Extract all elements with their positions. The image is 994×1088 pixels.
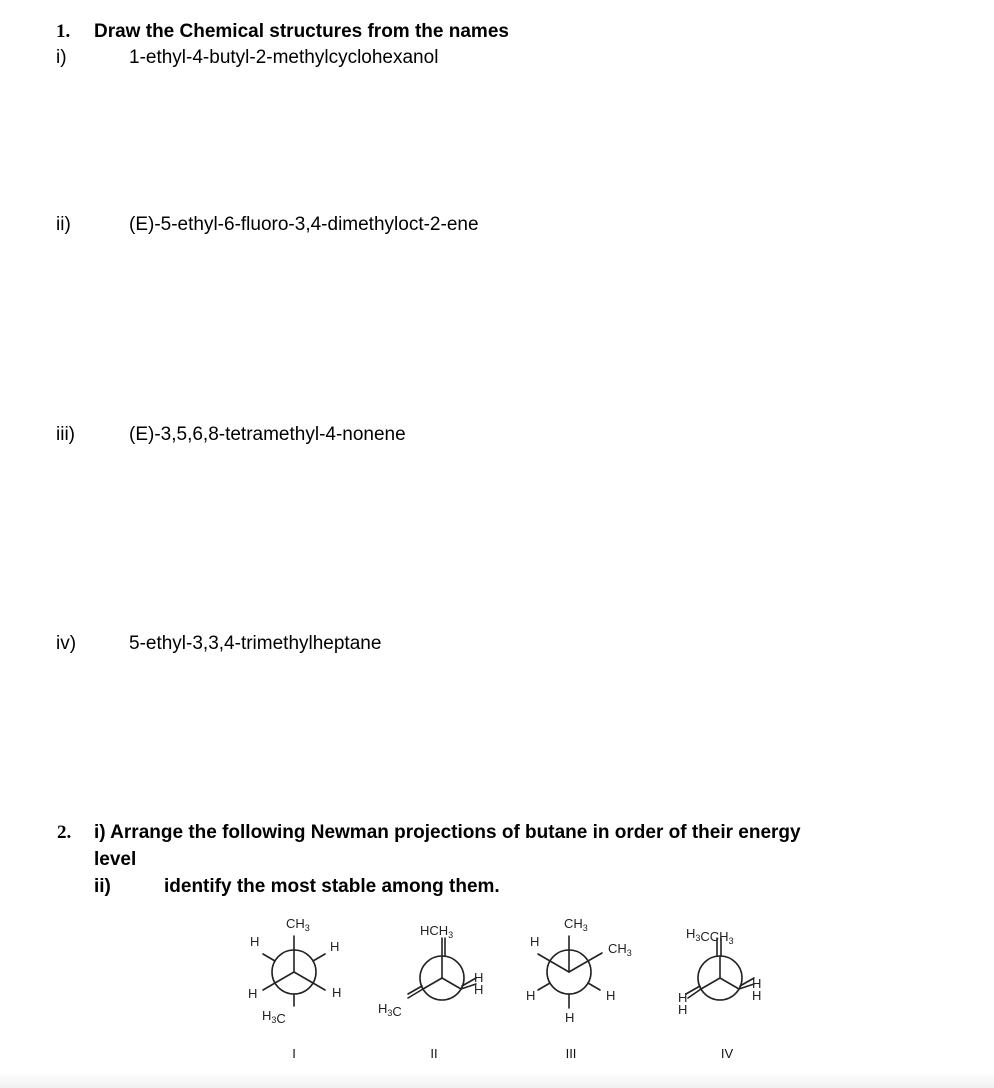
newman-II-label-left: $H_3C$ <box>378 1001 402 1019</box>
question-2-number: 2. <box>57 822 72 843</box>
item-iv-name: 5-ethyl-3,3,4-trimethylheptane <box>129 633 382 654</box>
newman-III-roman: III <box>565 1046 577 1061</box>
newman-III-label-upper-right: $CH_3$ <box>608 941 632 958</box>
question-1-title: Draw the Chemical structures from the names <box>94 21 509 42</box>
newman-I-roman: I <box>292 1046 296 1061</box>
newman-projection-IV <box>686 938 754 1000</box>
newman-III-label-upper-left: H <box>530 934 540 949</box>
question-2-line-2: level <box>94 849 137 870</box>
newman-III-label-lower-left: H <box>526 988 536 1003</box>
newman-III-label-top: $CH_3$ <box>564 916 588 933</box>
newman-IV-label-right-lower: H <box>752 988 762 1003</box>
item-ii-name: (E)-5-ethyl-6-fluoro-3,4-dimethyloct-2-ene <box>129 214 479 235</box>
item-i-label: i) <box>56 47 67 68</box>
newman-projection-I <box>263 936 325 1006</box>
newman-I-label-lower-right: H <box>332 985 342 1000</box>
newman-I-label-upper-right: H <box>330 939 340 954</box>
question-2-line-1: i) Arrange the following Newman projections of butane in order of their energy <box>94 822 801 843</box>
newman-I-label-bottom: $H_3C$ <box>262 1008 286 1026</box>
question-2-sub-label: ii) <box>94 876 111 897</box>
newman-I-label-upper-left: H <box>250 934 260 949</box>
item-ii-label: ii) <box>56 214 71 235</box>
newman-IV-label-left-upper: H <box>678 990 688 1005</box>
newman-IV-label-top: $H_3CCH_3$ <box>686 926 734 946</box>
newman-III-label-lower-right: H <box>606 988 616 1003</box>
newman-I-label-lower-left: H <box>248 986 258 1001</box>
newman-I-label-top: $CH_3$ <box>286 916 310 933</box>
item-i-name: 1-ethyl-4-butyl-2-methylcyclohexanol <box>129 47 439 68</box>
newman-II-label-right-lower: H <box>474 982 484 997</box>
item-iii-label: iii) <box>56 424 75 445</box>
newman-IV-label-right-upper: H <box>752 976 762 991</box>
newman-II-roman: II <box>430 1046 438 1061</box>
newman-projection-II <box>408 938 476 1000</box>
newman-projections-figure <box>236 908 796 1068</box>
question-2-sub-text: identify the most stable among them. <box>164 876 500 897</box>
newman-projection-III <box>538 936 602 1008</box>
newman-IV-label-left-lower: H <box>678 1002 688 1017</box>
bottom-edge-shade <box>0 1072 994 1088</box>
newman-III-label-bottom: H <box>565 1010 575 1025</box>
newman-IV-roman: IV <box>720 1046 734 1061</box>
newman-II-label-right-upper: H <box>474 970 484 985</box>
item-iv-label: iv) <box>56 633 77 654</box>
question-1-number: 1. <box>56 21 71 42</box>
item-iii-name: (E)-3,5,6,8-tetramethyl-4-nonene <box>129 424 406 445</box>
newman-II-label-top: $HCH_3$ <box>420 923 454 940</box>
